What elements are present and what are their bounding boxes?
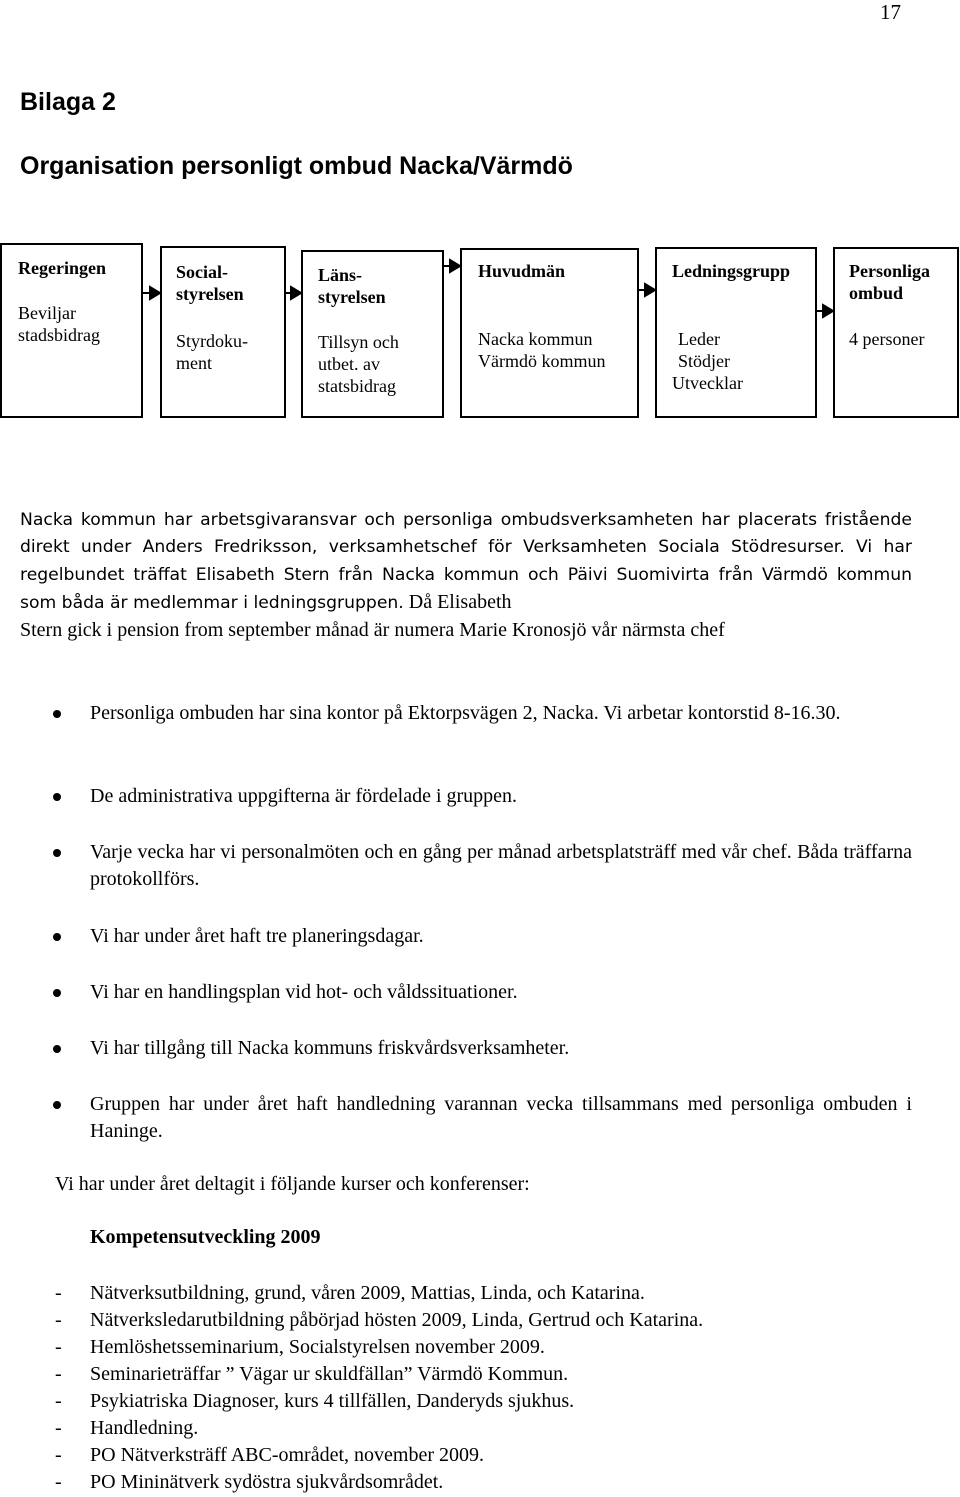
intro-paragraph-text: Nacka kommun har arbetsgivaransvar och personliga ombudsverksamheten har placerats fristående direkt under Anders Fredriksson, verksamhetschef för Verksamheten Sociala Stödresurser. Vi har regelbundet träffat Elisabeth Stern från Nacka kommun och Päivi Suomivirta från Värmdö kommun som båda är medlemmar i ledningsgruppen.: [20, 510, 912, 613]
org-box-desc: Nacka kommun: [478, 329, 593, 349]
org-box-desc: Styrdoku-: [176, 331, 248, 351]
course-item: [55, 1469, 443, 1496]
arrow-head-3: [450, 260, 460, 272]
org-box-desc: utbet. av: [318, 354, 380, 374]
bullet-dot: [53, 710, 61, 718]
course-text: Nätverksledarutbildning påbörjad hösten 2009, Linda, Gertrud och Katarina.: [90, 1309, 704, 1331]
course-item: [55, 1361, 568, 1388]
course-item: [55, 1334, 545, 1361]
bullet-item: Gruppen har under året haft handledning varannan vecka tillsammans med personliga ombuden i Haninge.: [90, 1093, 912, 1142]
org-box-title: Regeringen: [18, 258, 106, 278]
course-text: Handledning.: [90, 1417, 199, 1439]
list-dash: -: [55, 1390, 62, 1412]
bullet-item: Vi har en handlingsplan vid hot- och våldssituationer.: [90, 981, 518, 1003]
course-text: Seminarieträffar ” Vägar ur skuldfällan” Värmdö Kommun.: [90, 1363, 569, 1385]
course-item: [55, 1415, 198, 1442]
appendix-heading: Bilaga 2: [20, 88, 116, 116]
org-box-desc: Leder: [678, 329, 720, 349]
org-box-desc: Värmdö kommun: [478, 351, 606, 371]
org-box-desc: ment: [176, 353, 212, 373]
courses-heading: Kompetensutveckling 2009: [90, 1226, 321, 1248]
arrow-head-4: [645, 284, 655, 296]
bullet-item: Varje vecka har vi personalmöten och en gång per månad arbetsplatsträff med vår chef. Båda träffarna protokollförs.: [90, 841, 912, 890]
org-box-desc: Utvecklar: [672, 373, 743, 393]
arrow-head-1: [150, 287, 160, 299]
course-text: Psykiatriska Diagnoser, kurs 4 tillfällen, Danderyds sjukhus.: [90, 1390, 575, 1412]
course-item: [55, 1442, 484, 1469]
org-box-desc: Beviljar: [18, 303, 76, 323]
course-text: Nätverksutbildning, grund, våren 2009, Mattias, Linda, och Katarina.: [90, 1282, 645, 1304]
bullet-dot: [53, 1101, 61, 1109]
org-box-desc: Stödjer: [678, 351, 730, 371]
document-title: Organisation personligt ombud Nacka/Värmdö: [20, 152, 573, 180]
bullet-dot: [53, 989, 61, 997]
intro-paragraph-tail: Då Elisabeth: [403, 590, 512, 613]
page-number: 17: [880, 0, 901, 24]
list-dash: -: [55, 1417, 62, 1439]
org-box-title: styrelsen: [176, 284, 244, 304]
org-box-title: Personliga: [849, 261, 930, 281]
org-box-title: Läns-: [318, 265, 363, 285]
org-box-title: ombud: [849, 283, 904, 303]
org-box-desc: statsbidrag: [318, 376, 396, 396]
bullet-dot: [53, 793, 61, 801]
bullet-item: De administrativa uppgifterna är fördelade i gruppen.: [90, 785, 518, 807]
org-box-title: styrelsen: [318, 287, 386, 307]
bullet-dot: [53, 1045, 61, 1053]
course-text: PO Mininätverk sydöstra sjukvårdsområdet.: [90, 1471, 444, 1493]
arrow-head-5: [823, 305, 833, 317]
arrow-head-2: [291, 287, 301, 299]
course-text: PO Nätverksträff ABC-området, november 2009.: [90, 1444, 484, 1466]
org-box-title: Ledningsgrupp: [672, 261, 791, 281]
org-box-title: Huvudmän: [478, 261, 566, 281]
intro-paragraph: [20, 507, 912, 617]
bullet-dot: [53, 933, 61, 941]
courses-intro: Vi har under året deltagit i följande kurser och konferenser:: [55, 1173, 530, 1195]
course-item: [55, 1388, 574, 1415]
org-box-desc: 4 personer: [849, 329, 925, 349]
course-item: [55, 1307, 703, 1334]
bullet-item: Vi har under året haft tre planeringsdagar.: [90, 925, 424, 947]
org-chart-arrows: [0, 0, 960, 430]
list-dash: -: [55, 1471, 62, 1493]
org-box-desc: Tillsyn och: [318, 332, 399, 352]
org-box-title: Social-: [176, 262, 228, 282]
list-dash: -: [55, 1444, 62, 1466]
course-text: Hemlöshetsseminarium, Socialstyrelsen november 2009.: [90, 1336, 545, 1358]
list-dash: -: [55, 1363, 62, 1385]
org-box-desc: stadsbidrag: [18, 325, 100, 345]
list-dash: -: [55, 1309, 62, 1331]
chef-paragraph: Stern gick i pension from september månad är numera Marie Kronosjö vår närmsta chef: [20, 619, 725, 641]
bullet-dot: [53, 849, 61, 857]
bullet-item: Vi har tillgång till Nacka kommuns friskvårdsverksamheter.: [90, 1037, 570, 1059]
list-dash: -: [55, 1336, 62, 1358]
bullet-item: Personliga ombuden har sina kontor på Ektorpsvägen 2, Nacka. Vi arbetar kontorstid 8-16.30.: [90, 702, 841, 724]
course-item: [55, 1280, 645, 1307]
list-dash: -: [55, 1282, 62, 1304]
